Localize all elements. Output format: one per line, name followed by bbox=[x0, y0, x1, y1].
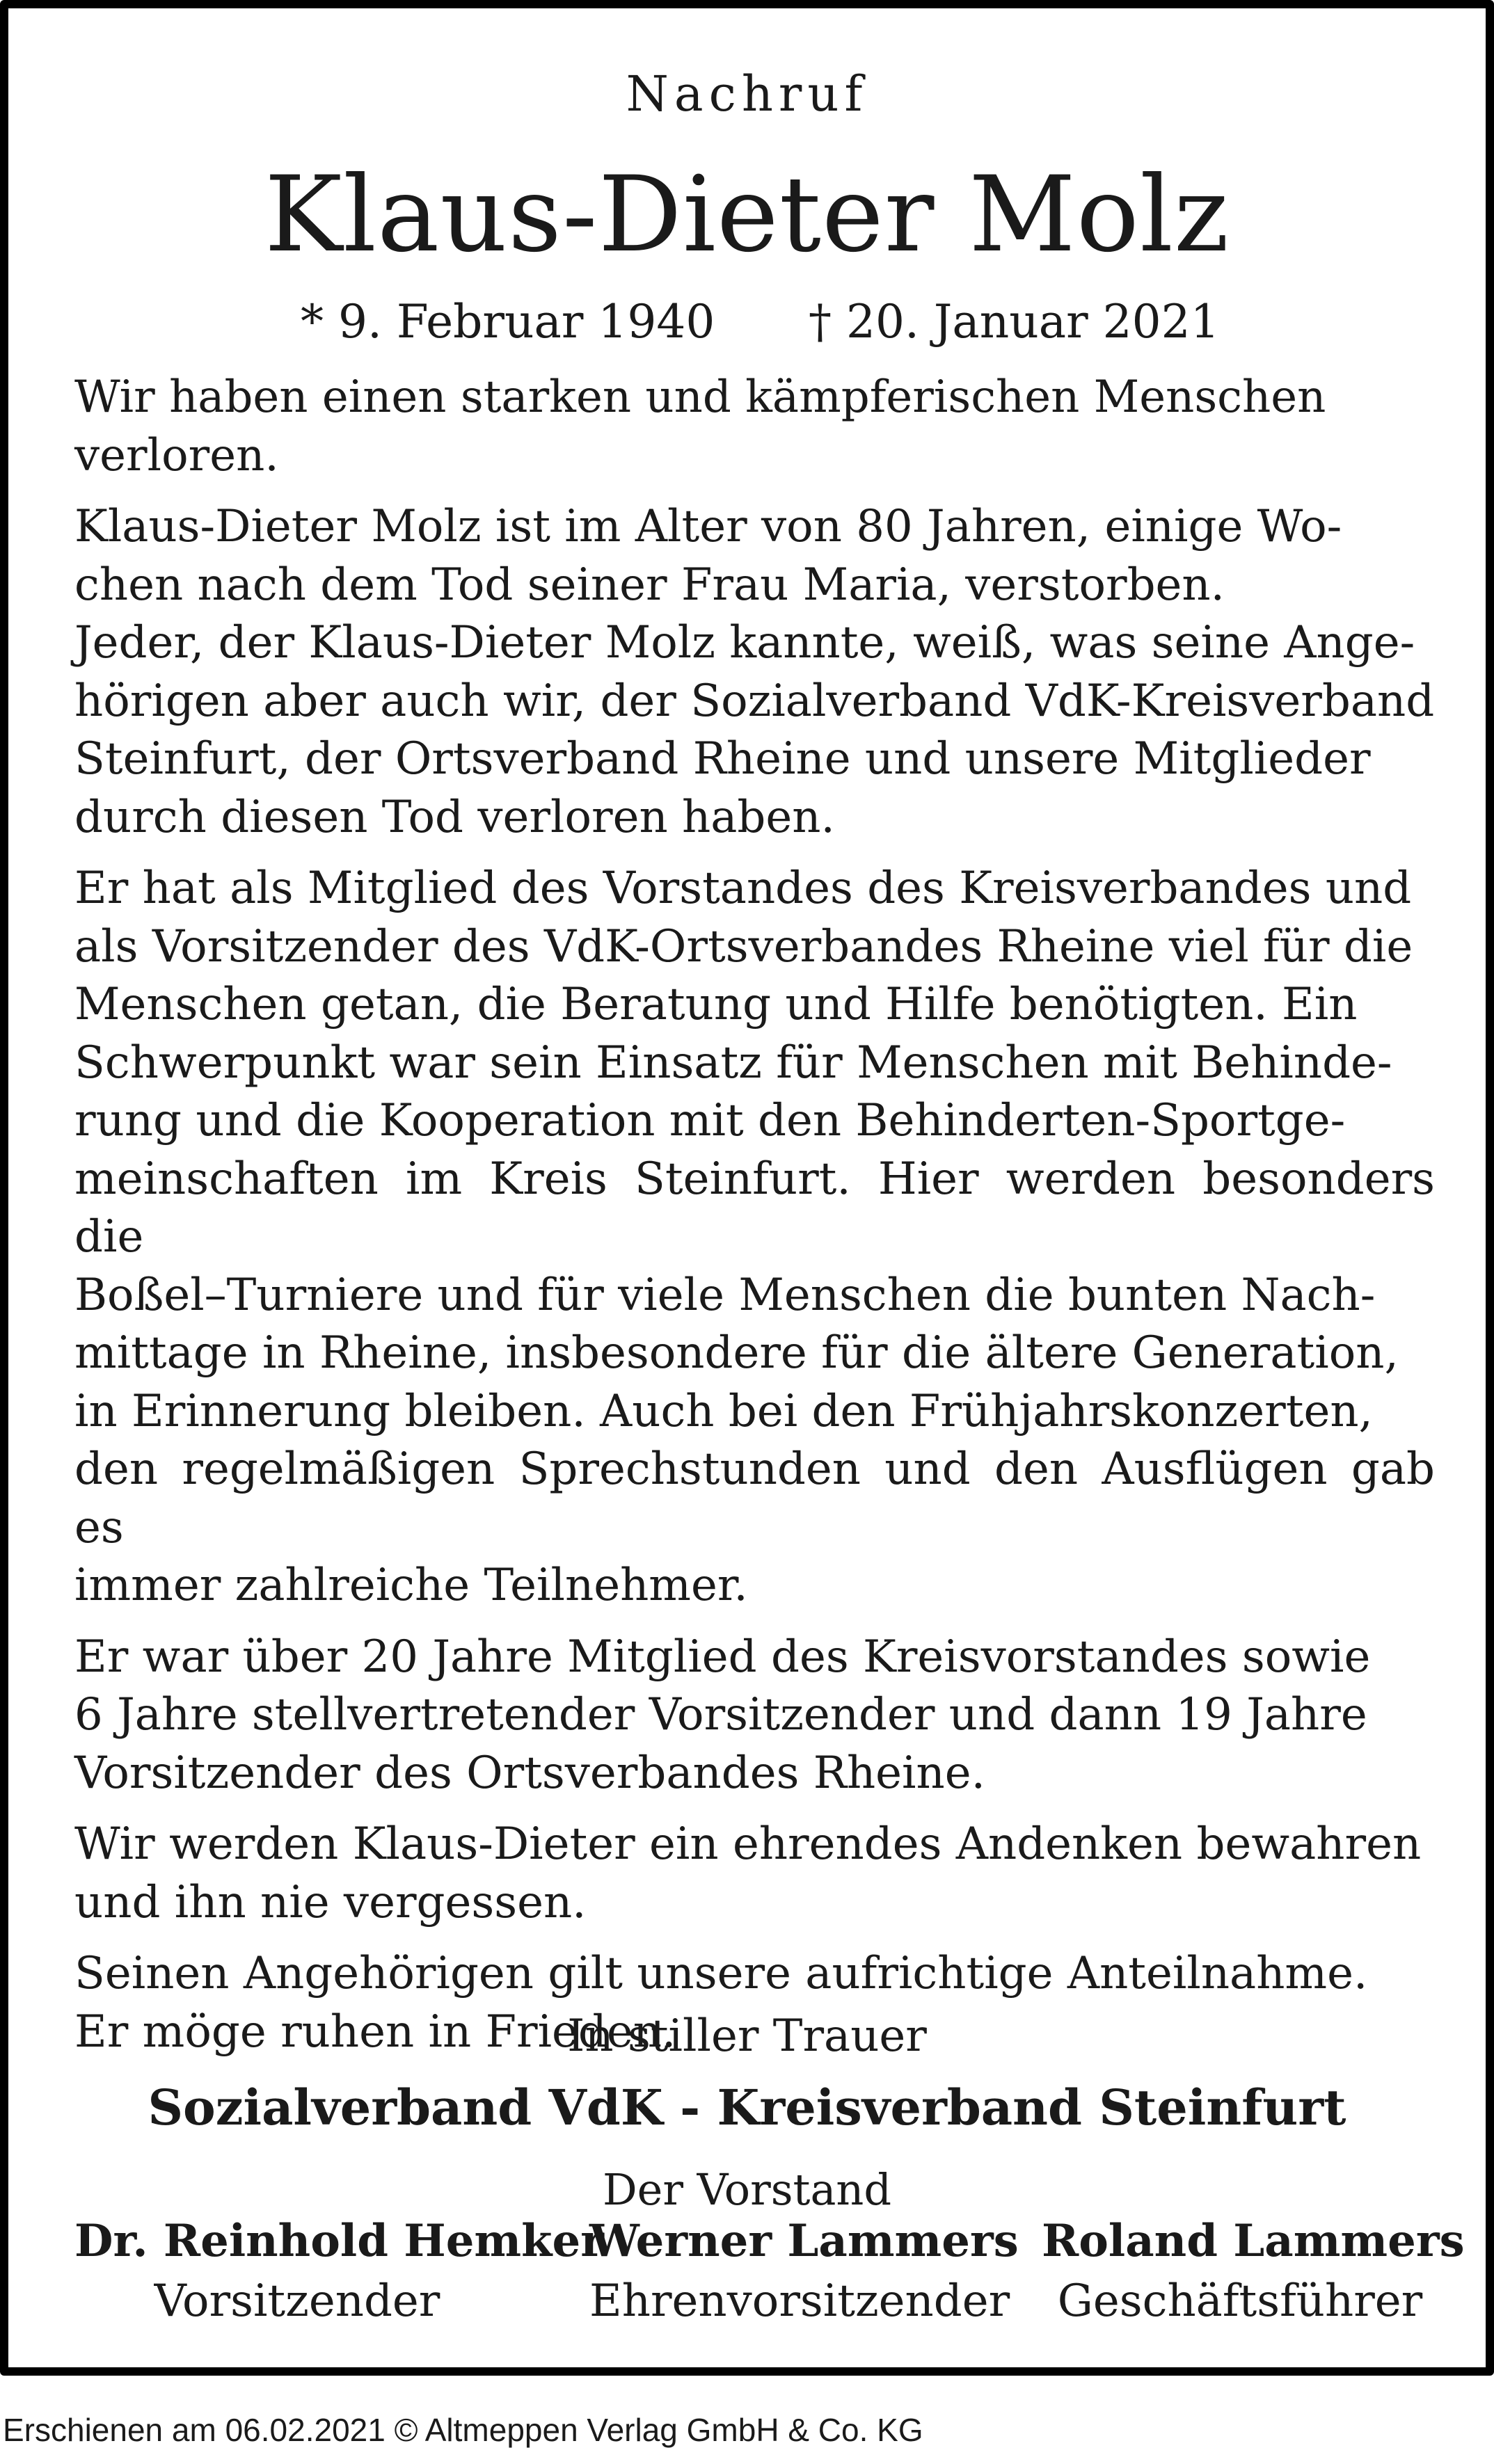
paragraph bbox=[74, 498, 1435, 847]
signatory-name: Dr. Reinhold Hemker bbox=[74, 2215, 604, 2267]
text-line: durch diesen Tod verloren haben. bbox=[74, 791, 835, 843]
text-line: rung und die Kooperation mit den Behinderten-Sportge- bbox=[74, 1095, 1346, 1146]
signatory bbox=[1042, 2215, 1465, 2327]
text-line: meinschaften im Kreis Steinfurt. Hier werden besonders die bbox=[74, 1153, 1435, 1263]
signatory-role: Ehrenvorsitzender bbox=[589, 2275, 1010, 2327]
text-line: und ihn nie vergessen. bbox=[74, 1876, 587, 1928]
text-line: Klaus-Dieter Molz ist im Alter von 80 Jahren, einige Wo- bbox=[74, 501, 1342, 552]
text-line: chen nach dem Tod seiner Frau Maria, verstorben. bbox=[74, 559, 1225, 611]
text-line: Wir haben einen starken und kämpferischen Menschen bbox=[74, 371, 1326, 423]
text-line: Jeder, der Klaus-Dieter Molz kannte, weiß, was seine Ange- bbox=[74, 617, 1415, 669]
death-date: † 20. Januar 2021 bbox=[809, 295, 1220, 349]
text-line: als Vorsitzender des VdK-Ortsverbandes Rheine viel für die bbox=[74, 920, 1413, 973]
signatory bbox=[589, 2215, 1019, 2327]
obituary-text bbox=[74, 369, 1435, 2074]
deceased-name: Klaus-Dieter Molz bbox=[264, 154, 1230, 275]
text-line: in Erinnerung bleiben. Auch bei den Frühjahrskonzerten, bbox=[74, 1385, 1373, 1437]
text-line: Wir werden Klaus-Dieter ein ehrendes Andenken bewahren bbox=[74, 1818, 1422, 1870]
text-line: Er war über 20 Jahre Mitglied des Kreisvorstandes sowie bbox=[74, 1631, 1371, 1683]
text-line: mittage in Rheine, insbesondere für die ältere Generation, bbox=[74, 1327, 1399, 1379]
birth-date: * 9. Februar 1940 bbox=[301, 295, 715, 349]
text-line: Schwerpunkt war sein Einsatz für Menschen mit Behinde- bbox=[74, 1037, 1392, 1089]
board-label: Der Vorstand bbox=[602, 2164, 892, 2215]
organization-name: Sozialverband VdK - Kreisverband Steinfurt bbox=[148, 2079, 1346, 2136]
signatory-role: Vorsitzender bbox=[154, 2275, 440, 2327]
text-line: hörigen aber auch wir, der Sozialverband VdK-Kreisverband bbox=[74, 675, 1435, 727]
signatory-name: Werner Lammers bbox=[589, 2215, 1019, 2267]
text-line: Vorsitzender des Ortsverbandes Rheine. bbox=[74, 1747, 985, 1799]
signatory-name: Roland Lammers bbox=[1042, 2215, 1465, 2267]
mourning-line: In stiller Trauer bbox=[567, 2010, 927, 2062]
signatory-role: Geschäftsführer bbox=[1057, 2275, 1423, 2327]
text-line: den regelmäßigen Sprechstunden und den Ausflügen gab es bbox=[74, 1443, 1435, 1553]
publication-footer: Erschienen am 06.02.2021 © Altmeppen Verlag GmbH & Co. KG bbox=[3, 2412, 923, 2448]
signatory bbox=[74, 2215, 604, 2327]
text-line: 6 Jahre stellvertretender Vorsitzender und dann 19 Jahre bbox=[74, 1689, 1367, 1741]
text-line: Menschen getan, die Beratung und Hilfe benötigten. Ein bbox=[74, 979, 1358, 1030]
notice-label: Nachruf bbox=[626, 65, 868, 122]
paragraph bbox=[74, 1629, 1435, 1803]
text-line: Er möge ruhen in Frieden. bbox=[74, 2006, 676, 2058]
text-line: verloren. bbox=[74, 429, 279, 481]
text-line: immer zahlreiche Teilnehmer. bbox=[74, 1560, 748, 1611]
paragraph bbox=[74, 1816, 1435, 1932]
paragraph bbox=[74, 860, 1435, 1615]
paragraph bbox=[74, 369, 1435, 485]
text-line: Seinen Angehörigen gilt unsere aufrichtige Anteilnahme. bbox=[74, 1948, 1368, 1999]
text-line: Boßel–Turniere und für viele Menschen die bunten Nach- bbox=[74, 1269, 1376, 1321]
text-line: Steinfurt, der Ortsverband Rheine und unsere Mitglieder bbox=[74, 733, 1371, 785]
text-line: Er hat als Mitglied des Vorstandes des Kreisverbandes und bbox=[74, 863, 1412, 914]
